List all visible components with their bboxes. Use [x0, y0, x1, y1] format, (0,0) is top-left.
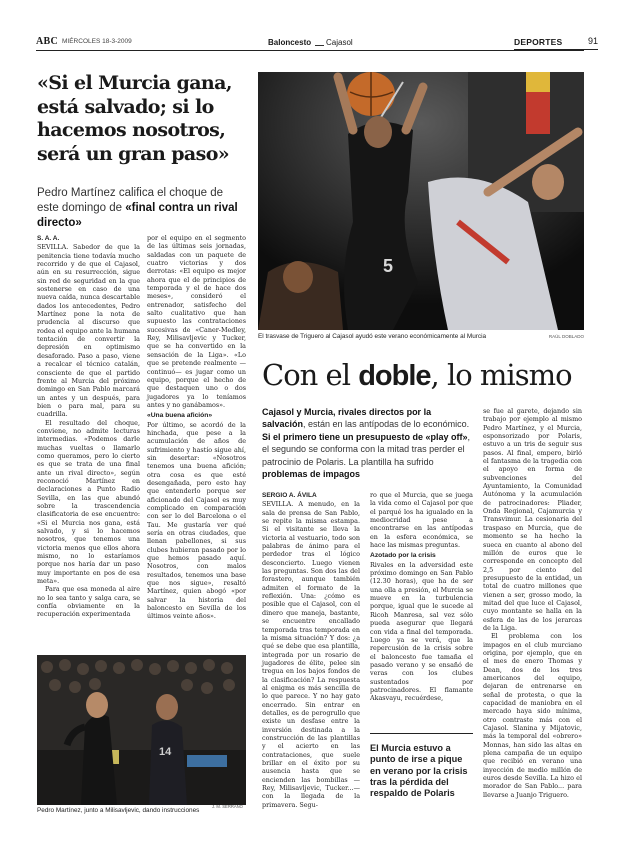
basketball-photo-caption: El trasvase de Triguero al Cajasol ayudó este verano económicamente al Murcia — [258, 333, 487, 340]
left-headline: «Si el Murcia gana, está salvado; si lo hacemos nosotros, será un gran paso» — [37, 72, 232, 165]
left-column-2 — [147, 234, 246, 621]
right-col1-text: SEVILLA. A menudo, en la sala de prensa de San Pablo, se repite la misma estampa. Si el visitante se lleva la victoria al vestuario, todo son palabras de ánimo para el perdedor tras el lógico desconcierto. Luego vienen las preguntas. Son dos las del forastero, aunque también admiten el formato de la reflexión. Una: ¿cómo es posible que el Cajasol, con el dinero que maneja, bastante, se encuentre encallado temporada tras temporada en la misma situación? Y dos: ¿a qué se debe que esa plantilla, integrada por un rosario de jugadores de élite, pelee sin tregua en los bajos fondos de la clasificación? La respuesta al enigma es más sencilla de lo que parece. Y no hay gato encerrado. Sin entrar en detalles, es de perogrullo que existe un desfase entre la inversión destinada a la construcción de las plantillas y el acierto en las contrataciones, que suele brillar en el éxito por su ausencia hasta que se encienden las bombillas —Rey, Milisavljevic, Tucker...— con la llegada de la primavera. Segu- — [262, 500, 360, 809]
left-col2-para2: Por último, se acordó de la hinchada, que pese a la acumulación de años de sufrimiento y hastío sigue ahí, sin desertar: «Nosotros tenemos una buena afición; otra cosa es que esté desengañada, pero esto hay que entenderlo porque ser aficionado del Cajasol es muy complicado en comparación con ser lo del Barcelona o el Tau. Me gustaría ver qué sería en otras ciudades, que llenan pabellones, si sus clubes hubieran pasado por lo que hemos pasado aquí. Nosotros, con malos resultados, tenemos una base que nos sigue», resaltó Martínez, quien abogó «por salvar la historia del baloncesto en Sevilla de los últimos veinte años». — [147, 420, 246, 621]
left-col1-para3: Para que esa moneda al aire no lo sea tanto y salga cara, se confía obviamente en la recuperación experimentada — [37, 585, 140, 619]
coach-photo-caption: Pedro Martínez, junto a Milisavljevic, dando instrucciones — [37, 807, 200, 814]
coach-photo — [37, 655, 246, 805]
page-header — [36, 36, 598, 50]
left-deck — [37, 186, 247, 231]
subsection-label: Cajasol — [326, 38, 353, 47]
right-subhead: Azotado por la crisis — [370, 552, 436, 560]
lead-text-1: , están en las antípodas de lo económico. — [303, 419, 470, 430]
lead-bold-1: Cajasol y Murcia, rivales directos por la salvación — [262, 407, 432, 430]
left-byline: S. A. A. — [37, 235, 60, 242]
issue-date: MIÉRCOLES 18-3-2009 — [62, 38, 132, 45]
category-tab — [514, 36, 598, 50]
right-column-1 — [262, 491, 360, 809]
left-col1-text: SEVILLA. Sabedor de que la penitencia tiene todavía mucho recorrido y de que el Cajasol, aún en su resurrección, sigue sin red de seguridad en la que sostenerse en caso de una nueva caída, nunca descartable dados los antecedentes, Pedro Martínez pone la nota de prudencia al discurso que rodea el equipo ante la humana tentación de convertir la depresión en optimismo desaforado. Paso a paso, viene a recalcar el técnico catalán, consciente de que el partido frente al Murcia del próximo domingo en San Pablo marcará un antes y un después, para bien o para mal, para su cuadrilla. — [37, 243, 140, 419]
left-col2-text: por el equipo en el segmento de las últimas seis jornadas, saldadas con un paquete de cuatro victorias y dos derrotas: «El equipo es mejor ahora que el de principios de temporada y el de hace dos meses», consideró el entrenador, satisfecho del salto cualitativo que han supuesto las contrataciones sucesivas de «Caner-Medley, Rey, Milisavljevic y Tucker, que se ha convertido en la sensación de la Liga». «Lo que se pretende realmente —continuó— es jugar como un equipo, porque el hecho de que destaquen uno o dos jugadores ya lo teníamos antes y no ganábamos». — [147, 234, 246, 409]
right-headline-bold: doble — [358, 360, 431, 392]
newspaper-logo: ABC — [36, 36, 59, 47]
lead-text-2: , el segundo se conforma con la mitad tras perder el patrocinio de Polaris. La plantilla ha sufrido — [262, 431, 471, 467]
right-col2-text: ro que el Murcia, que se juega la vida como el Cajasol por que el parqué los ha igualado en la mediocridad pese a encontrarse en las antípodas en la esfera económica, se hace las mismas preguntas. — [370, 491, 473, 550]
section-separator — [315, 45, 324, 46]
right-headline — [262, 358, 582, 393]
right-lead — [262, 406, 476, 480]
lead-bold-3: problemas de impagos — [262, 469, 361, 480]
lead-bold-2: Si el primero tiene un presupuesto de «play off» — [262, 431, 468, 442]
right-headline-pre: Con el — [262, 358, 359, 392]
left-subhead: «Una buena afición» — [147, 412, 213, 420]
page-number: 91 — [587, 36, 598, 46]
right-column-2 — [370, 491, 473, 703]
section-label: Baloncesto — [268, 38, 312, 47]
coach-photo-art — [37, 655, 246, 805]
basketball-photo — [258, 72, 584, 330]
basketball-photo-art — [258, 72, 584, 330]
category-label: DEPORTES — [514, 37, 563, 47]
jersey-number: 5 — [383, 256, 394, 276]
right-col2-para2: Rivales en la adversidad este próximo domingo en San Pablo (12.30 horas), que ha de ser una olla a presión, el Murcia se mueve en la turbulencia porque, igual que le sucede al Ricoh Manresa, sal vez sólo pueda asegurar que llegará con vida a final del temporada. Luego ya se verá, que la repercusión de la crisis sobre el baloncesto fue tamaña el pasado verano y se ensañó de veras con los clubes sustentados por patrocinadores. El flamante Akasvayu, recuérdese, — [370, 560, 473, 703]
player-jersey-number: 14 — [159, 746, 172, 758]
left-col1-para2: El resultado del choque, conviene, no admite lecturas intermedias. «Podemos darle muchas vueltas o llamarlo como queramos, pero lo cierto es que se trata de una final ante un rival directo», según reconoció Martínez en declaraciones a Punto Radio Sevilla, en las que abundó sobre la trascendencia clasificatoria de ese encuentro: «Si el Murcia nos gana, está salvado, y si lo hacemos nosotros, que tenemos una victoria menos que ellos ahora mismo, no lo estaríamos porque nos haría dar un paso muy importante en pos de esa meta». — [37, 418, 140, 586]
header-rule — [36, 50, 584, 51]
deck-bold: «final contra un rival directo» — [37, 202, 238, 229]
left-column-1 — [37, 234, 140, 619]
pull-quote: El Murcia estuvo a punto de irse a pique en verano por la crisis tras la pérdida del respaldo de Polaris — [370, 733, 473, 799]
basketball-photo-credit: RAÚL DOBLADO — [548, 334, 584, 339]
right-column-3 — [483, 407, 582, 799]
right-headline-post: , lo mismo — [430, 358, 572, 392]
deck-text: Pedro Martínez califica el choque de este domingo de — [37, 187, 224, 214]
right-col3-para2: El problema con los impagos en el club murciano origina, por ejemplo, que en el mes de enero Thomas y Dean, dos de los tres americanos del equipo, dejaran de entrenarse en señal de protesta, o que la capacidad de maniobra en el mercado haya sido mínima, otro contraste más con el Cajasol. Slanina y Mijatovic, más la temporal del «obrero» Monnas, han sido las altas en plena campaña de un equipo que recibió en verano una inyección de medio millón de euros desde Sevilla. La hizo el morador de San Pablo... para llevarse a Juanjo Triguero. — [483, 632, 582, 799]
right-byline: SERGIO A. ÁVILA — [262, 492, 317, 499]
coach-photo-credit: J. M. SERRANO — [212, 804, 243, 809]
right-col3-text: se fue al garete, dejando sin trabajo por ejemplo al mismo Pedro Martínez, y el Murcia, esponsorizado por Polaris, estuvo a un tris de seguir sus pasos. Al final, empero, birló el fantasma de la tragedia con el apoyo en forma de subvenciones del Ayuntamiento, la Comunidad Autónoma y la acumulación de patrocinadores: Pliader, Onda Regional, Cajamurcia y Transvimur. La cesionaria del traspaso en Murcia, que de momento se ha hecho la sueca en cuanto al abono del millón de euros que le corresponde en concepto del 2,5 por ciento del presupuesto de la entidad, un total de cuatro millones que vienen a ser, grosso modo, la mitad del que luce el Cajasol, cuyo montante se halla en la esfera de las de los jerarcas de la Liga. — [483, 407, 582, 632]
